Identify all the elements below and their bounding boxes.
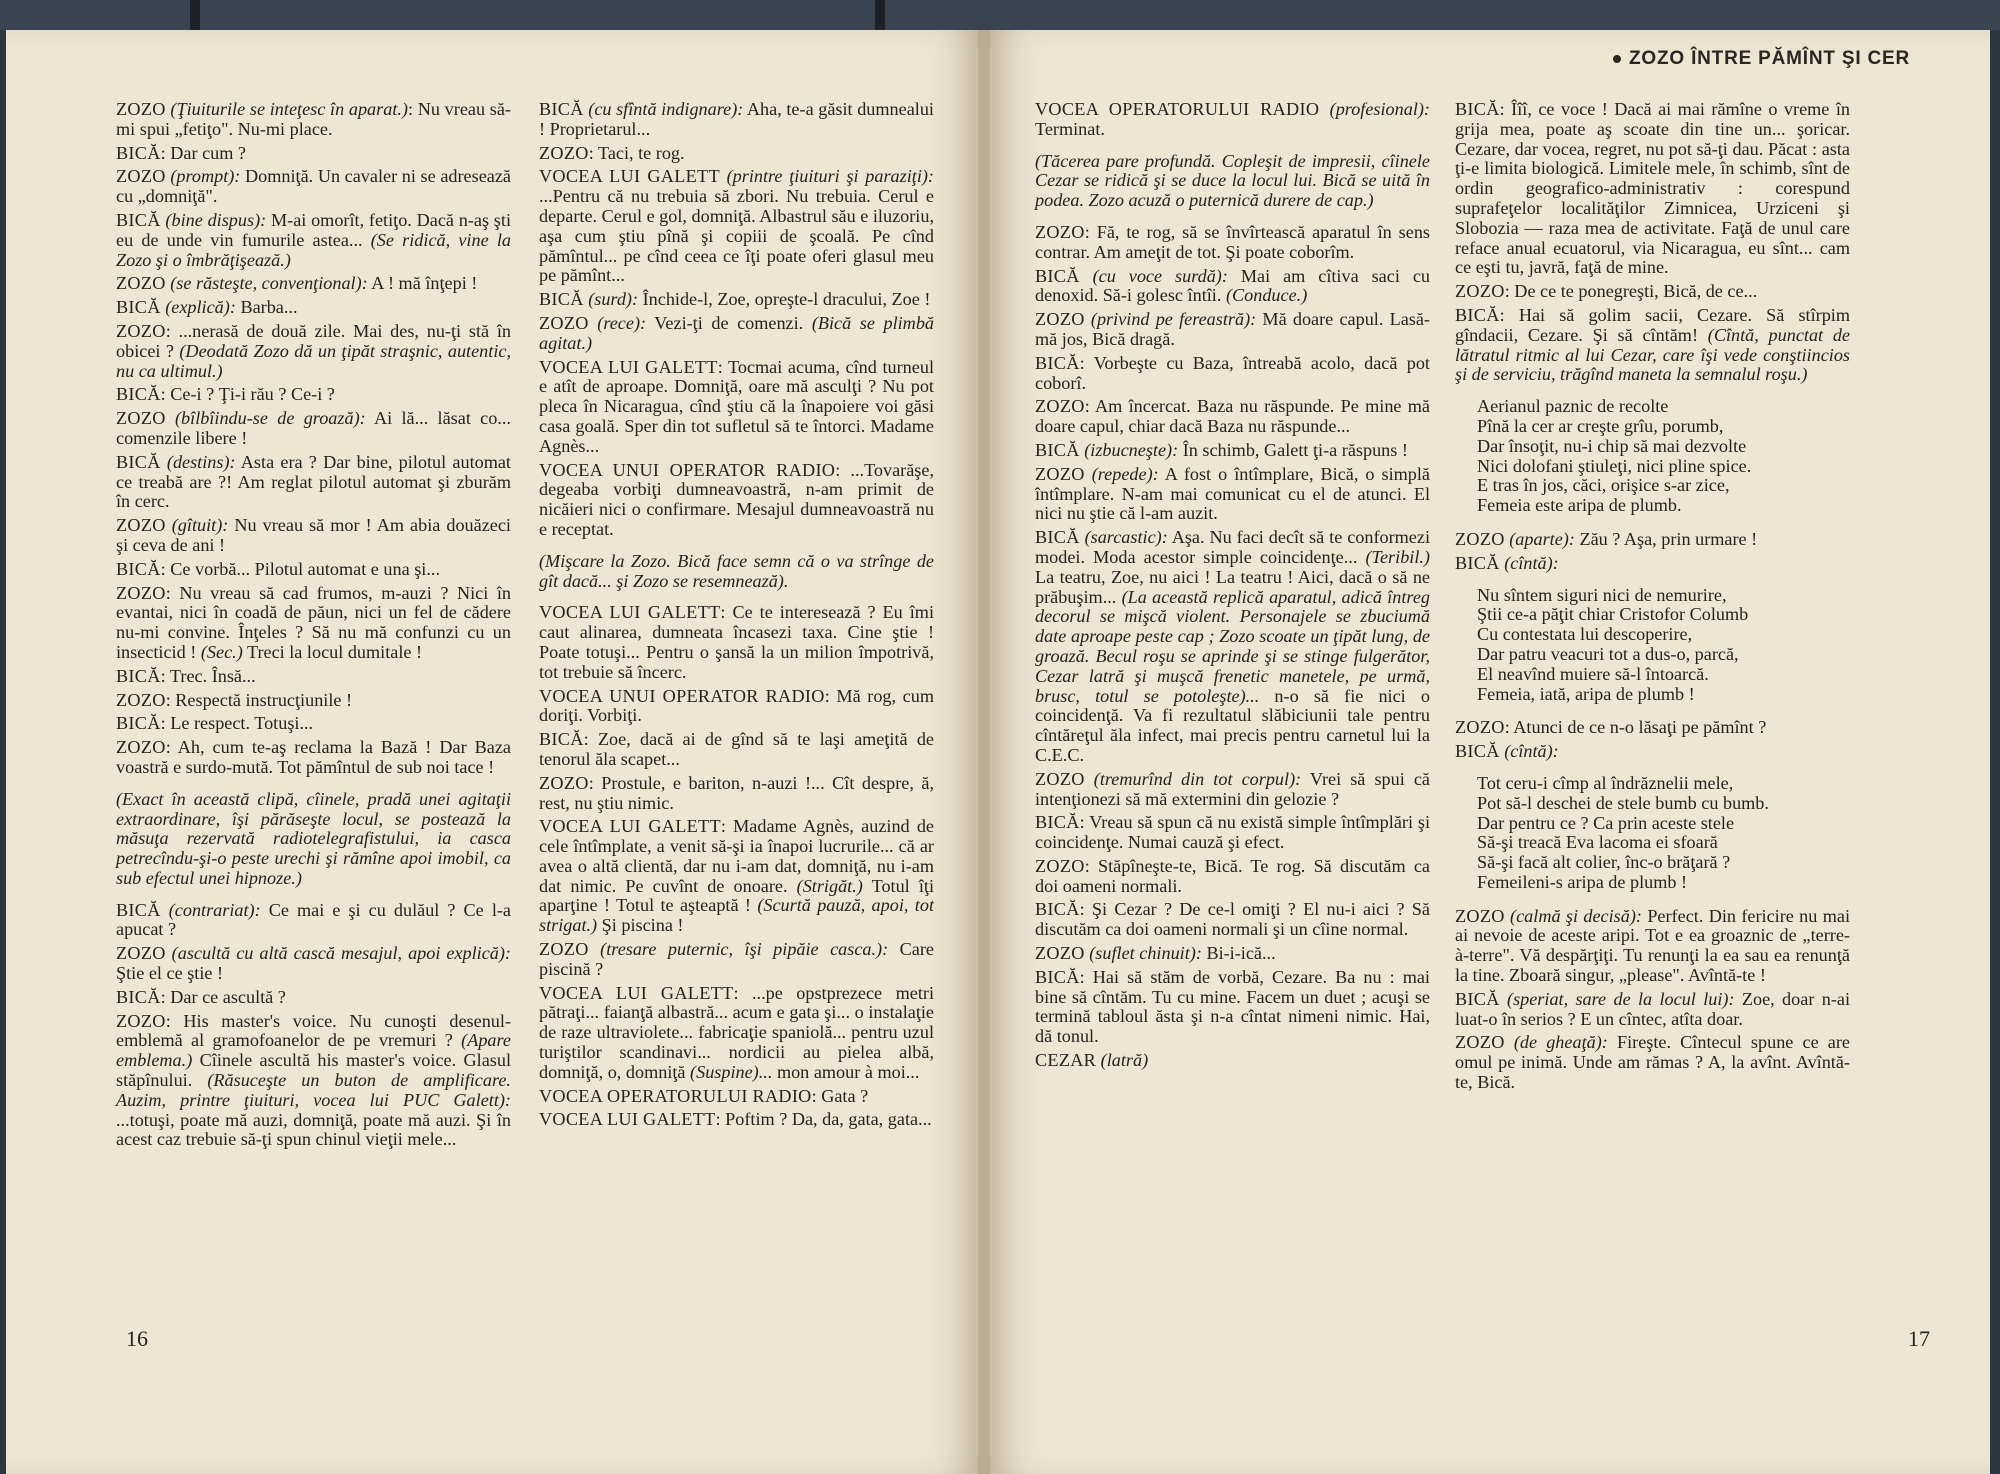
poem-line: Aerianul paznic de recolte: [1477, 396, 1669, 417]
speaker-name: ZOZO: [1035, 396, 1085, 417]
speaker-name: BICĂ: [116, 899, 161, 920]
speaker-name: ZOZO: [116, 515, 166, 536]
speech-text: Ce mai e şi cu dulăul ? Ce l-a apucat ?: [116, 899, 511, 940]
poem-line: Ştii ce-a păţit chiar Cristofor Columb: [1477, 604, 1749, 625]
speaker-name: ZOZO: [116, 166, 166, 187]
binder-tab: [190, 0, 200, 30]
running-head-text: ZOZO ÎNTRE PĂMÎNT ŞI CER: [1629, 48, 1910, 69]
dialogue-line: [1455, 718, 1850, 738]
speaker-name: VOCEA OPERATORULUI RADIO: [539, 1085, 812, 1106]
speech-text: Perfect. Din fericire nu mai ai nevoie de aceste aripi. Tot e ea groaznic de „terre-à-terre". Vă despărţiţi. Tu renunţi la ea sau ea renunţă la tine. Zboară singur, „please". Avîntă-te !: [1455, 905, 1850, 986]
dialogue-line: [116, 691, 511, 711]
dialogue-line: [539, 730, 934, 770]
dialogue-line: [539, 774, 934, 814]
dialogue-line: [116, 667, 511, 687]
poem-line: Cu contestata lui descoperire,: [1477, 624, 1693, 645]
dialogue-line: [116, 560, 511, 580]
speech-text: : Ah, cum te-aş reclama la Bază ! Dar Baza voastră e surdo-mută. Tot pămîntul de sub noi tace !: [116, 737, 511, 777]
speaker-name: ZOZO: [1455, 281, 1505, 302]
inline-direction: (Strigăt.): [796, 875, 863, 896]
speaker-name: VOCEA LUI GALETT: [539, 602, 721, 623]
poem-stanza: [1477, 586, 1850, 705]
speech-text: : Atunci de ce n-o lăsaţi pe pămînt ?: [1504, 717, 1767, 738]
speaker-name: BICĂ: [1035, 265, 1080, 286]
poem-line: Să-şi treacă Eva lacoma ei sfoară: [1477, 832, 1718, 853]
dialogue-line: [539, 687, 934, 727]
dialogue-line: [1035, 528, 1430, 766]
speech-text: : Ce-i ? Ţi-i rău ? Ce-i ?: [160, 384, 335, 405]
dialogue-line: [1035, 857, 1430, 897]
dialogue-line: [539, 1110, 934, 1130]
poem-line: Femeileni-s aripa de plumb !: [1477, 871, 1688, 892]
speech-text: Treci la locul dumitale !: [242, 641, 423, 662]
speech-text: Mă doare capul. Lasă-mă jos, Bică dragă.: [1035, 309, 1430, 349]
inline-direction: (Ţiuiturile se inteţesc în aparat.): [165, 99, 408, 119]
dialogue-line: [1035, 465, 1430, 524]
dialogue-line: [1455, 1033, 1850, 1092]
dialogue-line: [116, 944, 511, 984]
inline-direction: (de gheaţă):: [1504, 1032, 1608, 1053]
inline-direction: (Bică se plimbă agitat.): [539, 312, 935, 353]
poem-line: Pînă la cer ar creşte grîu, porumb,: [1477, 415, 1724, 436]
speech-text: : Trec. Însă...: [160, 665, 256, 686]
dialogue-line: [116, 738, 511, 778]
poem-line: Nici dolofani ştiuleţi, nici pline spice.: [1477, 455, 1752, 476]
poem-line: El neavînd muiere să-l întoarcă.: [1477, 663, 1709, 684]
dialogue-line: [1035, 944, 1430, 964]
speech-text: : Hai să stăm de vorbă, Cezare. Ba nu : mai bine să cîntăm. Tu cu mine. Facem un duet ; acuşi se termină tabloul ăsta şi n-a cîntat nimeni nimic. Hai, dă tonul.: [1035, 966, 1430, 1047]
inline-direction: (Scurtă pauză, apoi, tot strigat.): [539, 895, 934, 936]
speech-text: A fost o întîmplare, Bică, o simplă întîmplare. N-am mai comunicat cu el de atunci. El nici nu ştie că l-am auzit.: [1035, 463, 1430, 524]
speech-text: : Dar cum ?: [160, 142, 246, 163]
dialogue-line: [116, 298, 511, 318]
speech-text: Vrei să spui că intenţionezi să mă extermini din gelozie ?: [1035, 768, 1431, 809]
speaker-name: ZOZO: [539, 939, 589, 960]
speech-text: : Am încercat. Baza nu răspunde. Pe mine mă doare capul, chiar dacă Baza nu răspunde...: [1035, 396, 1430, 437]
running-head: [1613, 48, 1910, 70]
stage-direction: (Exact în această clipă, cîinele, pradă unei agitaţii extraordinare, îşi părăseşte locul, se postează la măsuţa rezervată radiotelegrafistului, ia casca petrecîndu-şi-o peste urechi şi rămîne apoi imobil, ca sub efectul unei hipnoze.): [116, 788, 511, 888]
inline-direction: (Conduce.): [1225, 285, 1308, 306]
speaker-name: BICĂ: [116, 297, 161, 318]
speaker-name: BICĂ: [1455, 741, 1500, 762]
speaker-name: ZOZO: [1035, 768, 1085, 789]
speech-text: Şi piscina !: [597, 915, 684, 936]
dialogue-line: [1455, 100, 1850, 278]
speech-text: : Madame Agnès, auzind de cele întîmplate, a venit să-şi ia înapoi lucrurile... că ar avea o altă clientă, dar nu i-am dat, domniţă, nu i-am dat nimic. Pe cuvînt de onoare.: [539, 816, 935, 896]
speaker-name: ZOZO: [1455, 528, 1505, 549]
speech-text: La teatru, Zoe, nu aici ! La teatru ! Aici, dacă o să ne prăbuşim...: [1035, 566, 1430, 607]
speaker-name: BICĂ: [116, 384, 161, 405]
inline-direction: (suflet chinuit):: [1084, 943, 1202, 964]
dialogue-line: [539, 817, 934, 936]
dialogue-line: [539, 1087, 934, 1107]
speech-text: : Stăpîneşte-te, Bică. Te rog. Să discutăm ca doi oameni normali.: [1035, 855, 1430, 896]
inline-direction: (surd):: [583, 289, 639, 310]
speaker-name: BICĂ: [116, 713, 161, 734]
speech-text: M-ai omorît, fetiţo. Dacă n-aş şti eu de unde vin fumurile astea...: [116, 209, 511, 250]
dialogue-line: [1035, 267, 1430, 307]
speaker-name: ZOZO: [116, 408, 166, 429]
speech-text: : Poftim ? Da, da, gata, gata...: [715, 1109, 932, 1130]
speech-text: : Zoe, dacă ai de gînd să te laşi ameţită de tenorul ăla scapet...: [539, 729, 934, 769]
dialogue-line: [1035, 223, 1430, 263]
speech-text: Aşa. Nu faci decît să te conformezi modei. Moda acestor simple coincidenţe...: [1035, 527, 1431, 567]
speech-text: : Îîî, ce voce ! Dacă ai mai rămîne o vreme în grija mea, poate aş scoate din tine un... şoricar. Cezare, dar vocea, regret, nu pot să-ţi dau. Păcat : asta ţi-e limita biologică. Limitele mele, în schimb, sînt de ordin geografico-administrativ : corespund suprafeţelor localităţilor Zimnicea, Urziceni şi Slobozia — raza mea de activitate. Faţă de unul care reface anual ecuatorul, via Nicaragua, eu sînt... cam ce eşti tu, javră, faţă de mine.: [1455, 99, 1850, 278]
speech-text: : Vreau să spun că nu există simple întîmplări şi coincidenţe. Numai cauză şi efect.: [1035, 812, 1430, 853]
inline-direction: (Apare emblema.): [116, 1030, 511, 1071]
dialogue-line: [1035, 310, 1430, 350]
speaker-name: BICĂ: [539, 289, 584, 310]
speaker-name: ZOZO: [116, 320, 166, 341]
dialogue-line: [1455, 907, 1850, 986]
speaker-name: BICĂ: [116, 142, 161, 163]
dialogue-line: [116, 167, 511, 207]
speaker-name: VOCEA UNUI OPERATOR RADIO: [539, 685, 825, 706]
speech-text: : Mă rog, cum doriţi. Vorbiţi.: [539, 685, 934, 726]
speech-text: mon amour à moi...: [772, 1061, 920, 1082]
speaker-name: BICĂ: [1455, 988, 1500, 1009]
speech-text: Terminat.: [1035, 118, 1105, 139]
speaker-name: BICĂ: [116, 558, 161, 579]
inline-direction: (cîntă):: [1499, 552, 1559, 573]
inline-direction: (latră): [1096, 1050, 1149, 1071]
speaker-name: ZOZO: [1035, 943, 1085, 964]
speech-text: Domniţă. Un cavaler ni se adresează cu „domniţă".: [116, 166, 511, 207]
speech-text: : Prostule, e bariton, n-auzi !... Cît despre, ă, rest, nu ştiu nimic.: [539, 772, 934, 813]
speech-text: Nu vreau să mor ! Am abia douăzeci şi ceva de ani !: [116, 515, 511, 555]
speech-text: : De ce te ponegreşti, Bică, de ce...: [1504, 281, 1758, 302]
dialogue-line: [116, 322, 511, 381]
speaker-name: VOCEA LUI GALETT: [539, 982, 734, 1003]
speaker-name: BICĂ: [1035, 439, 1080, 460]
dialogue-line: [116, 516, 511, 556]
left-column-2: [539, 100, 934, 1134]
poem-line: Femeia este aripa de plumb.: [1477, 495, 1682, 516]
speaker-name: VOCEA LUI GALETT: [539, 816, 721, 837]
poem-line: E tras în jos, căci, orişice s-ar zice,: [1477, 475, 1730, 496]
speaker-name: BICĂ: [539, 99, 584, 119]
speech-text: : Dar ce ascultă ?: [160, 986, 286, 1007]
dialogue-line: [116, 988, 511, 1008]
speech-text: : Vorbeşte cu Baza, întreabă acolo, dacă pot coborî.: [1035, 352, 1430, 393]
dialogue-line: [1455, 742, 1850, 762]
left-page: [6, 30, 978, 1474]
book-gutter: [978, 30, 990, 1474]
speaker-name: ZOZO: [116, 1010, 166, 1031]
inline-direction: (explică):: [160, 297, 236, 318]
poem-line: Femeia, iată, aripa de plumb !: [1477, 683, 1695, 704]
speech-text: : His master's voice. Nu cunoşti desenul-emblemă al gramofoanelor de pe vremuri ?: [116, 1010, 511, 1051]
speaker-name: ZOZO: [116, 737, 166, 758]
inline-direction: (Suspine)...: [690, 1061, 773, 1082]
inline-direction: (aparte):: [1504, 528, 1575, 549]
poem-line: Să-şi facă alt colier, înc-o brăţară ?: [1477, 852, 1731, 873]
dialogue-line: [1035, 770, 1430, 810]
dialogue-line: [1455, 990, 1850, 1030]
stage-direction: (Mişcare la Zozo. Bică face semn că o va strînge de gît dacă... şi Zozo se resemnează).: [539, 550, 934, 591]
speaker-name: BICĂ: [1035, 527, 1080, 548]
speaker-name: BICĂ: [1455, 99, 1500, 119]
speaker-name: VOCEA OPERATORULUI RADIO: [1035, 99, 1320, 119]
speech-text: : ...nerasă de două zile. Mai des, nu-ţi stă în obicei ?: [116, 320, 511, 361]
speech-text: Barba...: [235, 297, 298, 318]
dialogue-line: [539, 940, 934, 980]
speech-text: Aha, te-a găsit dumnealui ! Proprietarul...: [539, 99, 934, 139]
inline-direction: (printre ţiuituri şi paraziţi):: [719, 166, 934, 187]
inline-direction: (cîntă):: [1499, 741, 1559, 762]
inline-direction: (Răsuceşte un buton de amplificare. Auzim, printre ţiuituri, vocea lui PUC Galett):: [116, 1070, 511, 1110]
speaker-name: ZOZO: [1455, 717, 1505, 738]
speech-text: Închide-l, Zoe, opreşte-l dracului, Zoe !: [638, 289, 931, 310]
speech-text: : Nu vreau să cad frumos, m-auzi ? Nici în evantai, nici în coadă de păun, nici un fel de cădere nu-mi convine. Înţeles ? Să nu mă confunzi cu un insecticid !: [116, 582, 511, 662]
speaker-name: VOCEA UNUI OPERATOR RADIO: [539, 459, 836, 480]
dialogue-line: [116, 584, 511, 663]
speaker-name: ZOZO: [116, 99, 166, 119]
speaker-name: BICĂ: [1035, 899, 1080, 920]
speech-text: : Le respect. Totuşi...: [160, 713, 314, 734]
speech-text: Fireşte. Cîntecul spune ce are omul pe inimă. Unde am rămas ? A, la avînt. Avîntă-te, Bică.: [1455, 1032, 1850, 1093]
poem-stanza: [1477, 397, 1850, 516]
stage-direction: (Tăcerea pare profundă. Copleşit de impresii, cîinele Cezar se ridică şi se duce la locul lui. Bică se uită în podea. Zozo acuză o puternică durere de cap.): [1035, 150, 1430, 211]
inline-direction: (Deodată Zozo dă un ţipăt straşnic, autentic, nu ca ultimul.): [116, 340, 512, 381]
dialogue-line: [1035, 441, 1430, 461]
speech-text: Bi-i-ică...: [1201, 943, 1276, 964]
inline-direction: (La această replică aparatul, adică întreg decorul se mişcă violent. Personajele se zbuciumă date aproape peste cap ; Zozo scoate un ţipăt lung, de groază. Becul roşu se aprinde şi se stinge fulgerător, Cezar latră şi muşcă frenetic manetele, pe urmă, brusc, totul se potoleşte)...: [1035, 586, 1430, 706]
dialogue-line: [116, 144, 511, 164]
dialogue-line: [116, 714, 511, 734]
inline-direction: (izbucneşte):: [1079, 439, 1179, 460]
dialogue-line: [539, 461, 934, 540]
speaker-name: BICĂ: [1035, 812, 1080, 833]
speech-text: : Gata ?: [811, 1085, 869, 1106]
dialogue-line: [116, 409, 511, 449]
dialogue-line: [1455, 282, 1850, 302]
poem-line: Tot ceru-i cîmp al îndrăznelii mele,: [1477, 772, 1734, 793]
poem-line: Dar patru veacuri tot a dus-o, parcă,: [1477, 643, 1739, 664]
inline-direction: (repede):: [1084, 463, 1159, 484]
dialogue-line: [539, 603, 934, 682]
speaker-name: VOCEA LUI GALETT: [539, 1109, 716, 1130]
speech-text: ...totuşi, poate mă auzi, domniţă, poate mă auzi. Şi în acest caz trebuie să-ţi spun chinul vieţii mele...: [116, 1109, 511, 1150]
dialogue-line: [539, 144, 934, 164]
inline-direction: (sarcastic):: [1079, 527, 1168, 548]
inline-direction: (profesional):: [1319, 99, 1430, 119]
inline-direction: (bine dispus):: [160, 209, 267, 230]
inline-direction: (se răsteşte, convenţional):: [165, 273, 368, 294]
speaker-name: ZOZO: [1035, 221, 1085, 242]
speaker-name: ZOZO: [539, 312, 589, 333]
speaker-name: VOCEA LUI GALETT: [539, 166, 720, 187]
speaker-name: ZOZO: [1455, 905, 1505, 926]
inline-direction: (Teribil.): [1365, 546, 1430, 567]
inline-direction: (tresare puternic, îşi pipăie casca.):: [588, 939, 889, 960]
dialogue-line: [1455, 530, 1850, 550]
inline-direction: (contrariat):: [160, 899, 261, 920]
speaker-name: ZOZO: [539, 142, 589, 163]
speech-text: Ai lă... lăsat co... comenzile libere !: [116, 408, 511, 448]
speech-text: : Fă, te rog, să se învîrtească aparatul în sens contrar. Am ameţit de tot. Şi poate coborîm.: [1035, 221, 1430, 262]
right-page: [990, 30, 1990, 1474]
inline-direction: (speriat, sare de la locul lui):: [1499, 988, 1735, 1009]
speaker-name: VOCEA LUI GALETT: [539, 356, 718, 377]
speaker-name: BICĂ: [1455, 552, 1500, 573]
dialogue-line: [1035, 900, 1430, 940]
bullet-icon: [1613, 55, 1621, 63]
dialogue-line: [1455, 306, 1850, 385]
dialogue-line: [116, 100, 511, 140]
speech-text: : ...pe opstprezece metri pătraţi... faianţă albastră... acum e gata şi... o instalaţie de raze ultraviolete... fabricaţie spaniolă... pentru uzul turiştilor scandinavi... nordicii au pielea albă, domniţă, o, domniţă: [539, 982, 934, 1082]
dialogue-line: [116, 385, 511, 405]
page-number-right: 17: [1908, 1326, 1930, 1351]
speech-text: : Respectă instrucţiunile !: [165, 689, 353, 710]
speech-text: : Şi Cezar ? De ce-l omiţi ? El nu-i aici ? Să discutăm ca doi oameni normali şi un cîine normal.: [1035, 899, 1430, 940]
speech-text: Vezi-ţi de comenzi.: [646, 312, 812, 333]
right-column-1: [1035, 100, 1430, 1075]
speech-text: Zoe, doar n-ai luat-o în serios ? E un cîntec, atîta doar.: [1455, 988, 1850, 1029]
speaker-name: ZOZO: [1035, 463, 1085, 484]
speech-text: Zău ? Aşa, prin urmare !: [1574, 528, 1758, 549]
dialogue-line: [539, 167, 934, 286]
speech-text: : Ce vorbă... Pilotul automat e una şi...: [160, 558, 440, 579]
speaker-name: ZOZO: [1035, 309, 1085, 330]
inline-direction: (calmă şi decisă):: [1504, 905, 1642, 926]
dialogue-line: [116, 901, 511, 941]
speaker-name: BICĂ: [1035, 966, 1080, 987]
speaker-name: ZOZO: [116, 582, 166, 603]
speaker-name: ZOZO: [116, 689, 166, 710]
dialogue-line: [1035, 100, 1430, 140]
inline-direction: (Sec.): [200, 641, 243, 662]
binder-tab: [875, 0, 885, 30]
dialogue-line: [1455, 554, 1850, 574]
inline-direction: (ascultă cu altă cască mesajul, apoi explică):: [165, 943, 511, 964]
dialogue-line: [539, 314, 934, 354]
speech-text: Totul îţi aparţine ! Totul te aşteaptă !: [539, 875, 934, 916]
dialogue-line: [539, 984, 934, 1083]
inline-direction: (destins):: [160, 451, 236, 472]
speech-text: A ! mă înţepi !: [367, 273, 478, 294]
speech-text: Cîinele ascultă his master's voice. Glasul stăpînului.: [116, 1050, 511, 1091]
poem-line: Pot să-l deschei de stele bumb cu bumb.: [1477, 792, 1769, 813]
speaker-name: ZOZO: [1035, 855, 1085, 876]
inline-direction: (Se ridică, vine la Zozo şi o îmbrăţişează.): [116, 229, 512, 270]
inline-direction: (Cîntă, punctat de lătratul ritmic al lui Cezar, care îşi vede conştiincios şi de serviciu, trăgînd maneta la semnalul roşu.): [1455, 324, 1851, 385]
speaker-name: BICĂ: [116, 451, 161, 472]
left-column-1: [116, 100, 511, 1154]
dialogue-line: [1035, 813, 1430, 853]
speech-text: ...Pentru că nu trebuia să zbori. Nu trebuia. Cerul e departe. Cerul e gol, domniţă. Albastrul său e iluzoriu, aşa cum ştiu pînă şi copiii de şcoală. Pe cînd pămîntul... pe cînd ceea ce îţi poate oferi glasul meu pe pămînt...: [539, 186, 934, 286]
speech-text: : Taci, te rog.: [588, 142, 685, 163]
dialogue-line: [1035, 1051, 1430, 1071]
page-number-left: 16: [126, 1326, 148, 1351]
poem-line: Nu sîntem siguri nici de nemurire,: [1477, 584, 1727, 605]
inline-direction: (rece):: [588, 312, 647, 333]
speaker-name: CEZAR: [1035, 1050, 1097, 1071]
dialogue-line: [1035, 968, 1430, 1047]
inline-direction: (prompt):: [165, 166, 241, 187]
speech-text: Mai am cîtiva saci cu denoxid. Să-i golesc întîi.: [1035, 265, 1430, 306]
dialogue-line: [116, 1012, 511, 1151]
dialogue-line: [116, 274, 511, 294]
speaker-name: BICĂ: [116, 209, 161, 230]
speaker-name: ZOZO: [116, 943, 166, 964]
speaker-name: BICĂ: [116, 986, 161, 1007]
inline-direction: (cu voce surdă):: [1079, 265, 1228, 286]
speech-text: n-o să fie nici o coincidenţă. Va fi rezultatul slăbiciunii tale pentru cîntăreţul ăla infect, mai precis pentru carnetul lui la C.E.C.: [1035, 685, 1430, 765]
inline-direction: (privind pe fereastră):: [1084, 309, 1257, 330]
inline-direction: (bîlbîindu-se de groază):: [165, 408, 366, 429]
speaker-name: BICĂ: [539, 729, 584, 750]
speech-text: : Nu vreau să-mi spui „fetiţo". Nu-mi place.: [116, 99, 511, 139]
speaker-name: ZOZO: [539, 772, 589, 793]
dialogue-line: [116, 453, 511, 512]
speech-text: : ...Tovarăşe, degeaba vorbiţi dumneavoastră, n-am primit de nicăieri nici o confirmare. Mesajul dumneavoastră nu e receptat.: [539, 459, 935, 539]
binder-edge: [0, 0, 2000, 30]
dialogue-line: [1035, 397, 1430, 437]
inline-direction: (tremurînd din tot corpul):: [1084, 768, 1302, 789]
speech-text: : Tocmai acuma, cînd turneul e atît de aproape. Domniţă, oare mă asculţi ? Nu pot pleca în Nicaragua, cînd ştiu că la înapoiere voi găsi casa goală. Sper din tot sufletul să te întorci. Madame Agnès...: [539, 356, 934, 456]
poem-stanza: [1477, 774, 1850, 893]
speaker-name: BICĂ: [116, 665, 161, 686]
poem-line: Dar însoţit, nu-i chip să mai dezvolte: [1477, 435, 1747, 456]
speaker-name: ZOZO: [1455, 1032, 1505, 1053]
speech-text: Ştie el ce ştie !: [116, 963, 224, 984]
speech-text: Care piscină ?: [539, 939, 934, 979]
speaker-name: ZOZO: [116, 273, 166, 294]
speaker-name: BICĂ: [1455, 304, 1500, 325]
dialogue-line: [539, 100, 934, 140]
speech-text: Asta era ? Dar bine, pilotul automat ce treabă are ?! Am reglat pilotul automat şi zburăm în cerc.: [116, 451, 511, 512]
dialogue-line: [539, 358, 934, 457]
dialogue-line: [1035, 354, 1430, 394]
dialogue-line: [116, 211, 511, 270]
speech-text: : Ce te interesează ? Eu îmi caut alinarea, dumneata încasezi taxa. Cine ştie ! Poate totuşi... Pentru o şansă la un milion împotrivă, tot trebuie să încerc.: [539, 602, 934, 682]
dialogue-line: [539, 290, 934, 310]
right-column-2: [1455, 100, 1850, 1097]
inline-direction: (cu sfîntă indignare):: [583, 99, 744, 119]
speech-text: În schimb, Galett ţi-a răspuns !: [1178, 439, 1408, 460]
speech-text: : Hai să golim sacii, Cezare. Să stîrpim gîndacii, Cezare. Şi să cîntăm!: [1455, 304, 1850, 345]
poem-line: Dar pentru ce ? Ca prin aceste stele: [1477, 812, 1735, 833]
speaker-name: BICĂ: [1035, 352, 1080, 373]
inline-direction: (gîtuit):: [165, 515, 229, 536]
